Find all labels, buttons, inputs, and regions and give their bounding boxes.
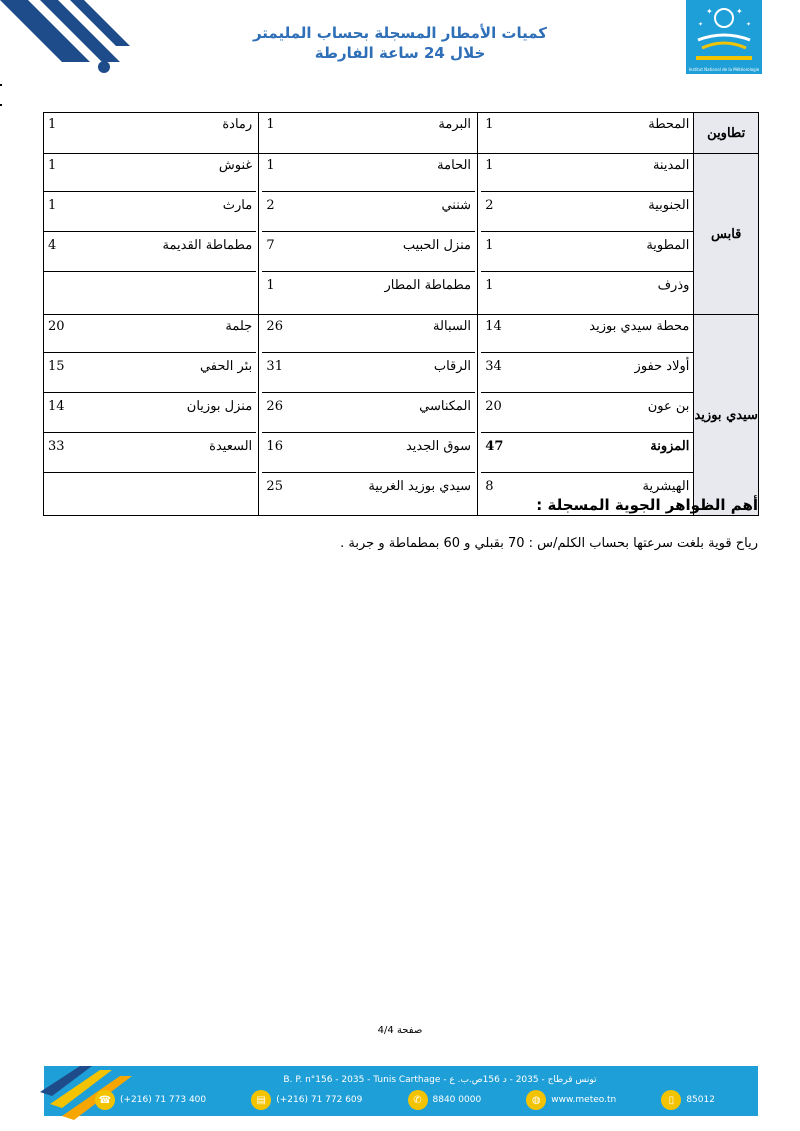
station-name: منزل الحبيب	[319, 234, 475, 274]
footer-contacts	[95, 1089, 715, 1111]
table-row	[44, 154, 759, 195]
report-subtitle: خلال 24 ساعة الفارطة	[314, 44, 486, 62]
station-name: شنني	[319, 194, 475, 234]
contact-call	[408, 1090, 482, 1110]
station-name: المكناسي	[319, 395, 475, 435]
table-row	[44, 194, 759, 234]
station-name: مطماطة المطار	[384, 278, 472, 293]
rain-value: 1	[481, 234, 537, 274]
contact-text: (+216) 71 772 609	[276, 1095, 363, 1105]
rain-value: 26	[262, 315, 318, 356]
station-name: غنوش	[100, 154, 256, 195]
station-name: السعيدة	[100, 435, 256, 475]
station-name: السبالة	[319, 315, 475, 356]
rain-value: 1	[485, 278, 494, 293]
rain-value: 1	[266, 278, 275, 293]
table-row	[44, 234, 759, 274]
station-name: الجنوبية	[538, 194, 694, 234]
contact-fax	[251, 1090, 362, 1110]
station-name: مطماطة القديمة	[100, 234, 256, 274]
rain-value: 16	[262, 435, 318, 475]
rain-value	[44, 475, 100, 516]
svg-text:✦: ✦	[746, 21, 752, 28]
rain-value	[44, 274, 100, 315]
svg-text:✦: ✦	[706, 7, 713, 16]
inm-logo-icon	[686, 0, 762, 74]
contact-mobile	[661, 1090, 715, 1110]
page-number: صفحة 4/4	[377, 1025, 423, 1036]
rain-value: 14	[481, 315, 537, 356]
rain-value: 14	[44, 395, 100, 435]
rain-value: 34	[481, 355, 537, 395]
svg-text:✦: ✦	[736, 7, 743, 16]
rain-value: 1	[262, 113, 318, 154]
rain-value: 2	[262, 194, 318, 234]
rain-value: 1	[44, 113, 100, 154]
contact-text: (+216) 71 773 400	[120, 1095, 207, 1105]
contact-text: www.meteo.tn	[551, 1095, 617, 1105]
phone-icon: ☎	[95, 1090, 115, 1110]
governorate-cell: سيدي بوزيد	[694, 315, 759, 516]
mobile-icon: ▯	[661, 1090, 681, 1110]
station-name: الحامة	[319, 154, 475, 195]
station-name: المحطة	[538, 113, 694, 154]
governorate-cell: تطاوين	[694, 113, 759, 154]
table-row	[44, 395, 759, 435]
station-name: سوق الجديد	[319, 435, 475, 475]
rain-value: 1	[481, 154, 537, 195]
rain-value: 1	[481, 113, 537, 154]
table-row	[44, 315, 759, 356]
table-row	[44, 435, 759, 475]
station-name: جلمة	[100, 315, 256, 356]
table-row	[44, 274, 759, 315]
station-name: بئر الحفي	[100, 355, 256, 395]
table-row	[44, 355, 759, 395]
station-name: المطوية	[538, 234, 694, 274]
rain-value: 26	[262, 395, 318, 435]
station-name: مارث	[100, 194, 256, 234]
rain-value: 4	[44, 234, 100, 274]
rain-value: 20	[481, 395, 537, 435]
call-icon: ✆	[408, 1090, 428, 1110]
station-name: البرمة	[319, 113, 475, 154]
station-name: سيدي بوزيد الغربية	[368, 479, 472, 494]
rain-value: 1	[262, 154, 318, 195]
station-name: الهيشرية	[642, 479, 690, 494]
logo-caption: Institut National de la Météorologie	[688, 67, 760, 72]
footer-address: B. P. n°156 - 2035 - Tunis Carthage - تونس قرطاج - 2035 - د 156ص.ب. ع	[283, 1075, 597, 1085]
rainfall-table	[43, 112, 759, 516]
station-name: المدينة	[538, 154, 694, 195]
contact-phone	[95, 1090, 206, 1110]
rain-value: 1	[44, 194, 100, 234]
rain-value: 33	[44, 435, 100, 475]
edge-mark	[0, 84, 2, 106]
station-name: منزل بوزيان	[100, 395, 256, 435]
station-name: رمادة	[100, 113, 256, 154]
svg-text:✦: ✦	[698, 21, 704, 28]
report-title: كميات الأمطار المسجلة بحساب المليمتر	[252, 24, 548, 42]
station-name: أولاد حفوز	[538, 355, 694, 395]
rain-value: 8	[485, 479, 494, 494]
station-name: وذرف	[657, 278, 690, 293]
station-name	[100, 274, 256, 315]
phenomena-text: رياح قوية بلغت سرعتها بحساب الكلم/س : 70 بقبلي و 60 بمطماطة و جربة .	[340, 536, 758, 551]
rain-value: 15	[44, 355, 100, 395]
rain-value: 31	[262, 355, 318, 395]
contact-text: 8840 0000	[432, 1095, 482, 1105]
governorate-cell: قابس	[694, 154, 759, 315]
station-name	[100, 475, 256, 516]
phenomena-heading: أهم الظواهر الجوية المسجلة :	[536, 496, 758, 514]
table-row	[44, 113, 759, 154]
rain-value: 1	[44, 154, 100, 195]
contact-text: 85012	[686, 1095, 715, 1105]
rain-value: 2	[481, 194, 537, 234]
station-name: الرقاب	[319, 355, 475, 395]
rain-value: 47	[481, 435, 537, 475]
station-name: المزونة	[538, 435, 694, 475]
footer-swoosh-decoration	[40, 1052, 150, 1122]
header-stripes-decoration	[0, 0, 150, 80]
rain-value: 20	[44, 315, 100, 356]
contact-web	[526, 1090, 616, 1110]
fax-icon: ▤	[251, 1090, 271, 1110]
rain-value: 25	[266, 479, 283, 494]
rain-value: 7	[262, 234, 318, 274]
inm-logo	[686, 0, 762, 74]
station-name: بن عون	[538, 395, 694, 435]
station-name: محطة سيدي بوزيد	[538, 315, 694, 356]
web-icon: ◍	[526, 1090, 546, 1110]
